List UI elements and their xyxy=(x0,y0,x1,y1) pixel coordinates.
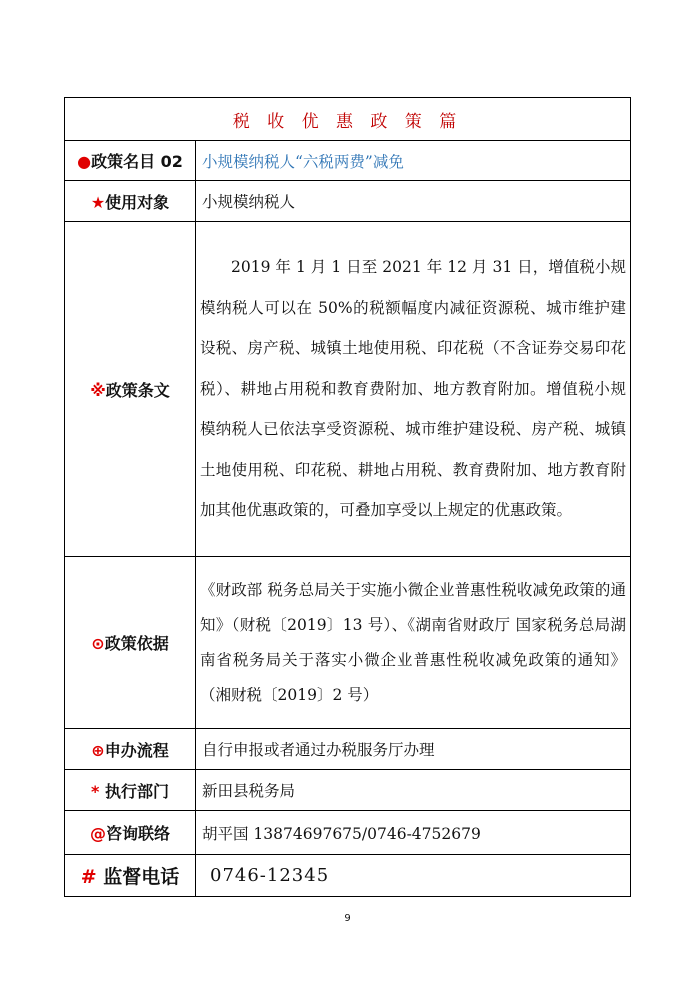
row-department xyxy=(65,770,631,811)
label-text: 政策名目 02 xyxy=(91,152,183,171)
label-department xyxy=(65,770,196,811)
row-hotline xyxy=(65,855,631,897)
label-policy-name xyxy=(65,141,196,181)
label-basis xyxy=(65,557,196,729)
row-target xyxy=(65,181,631,222)
label-text: 使用对象 xyxy=(105,192,170,212)
reference-mark-icon: ※ xyxy=(90,380,106,400)
circled-dot-icon: ⊙ xyxy=(91,634,105,653)
value-process: 自行申报或者通过办税服务厅办理 xyxy=(196,729,631,770)
value-policy-name: 小规模纳税人“六税两费”减免 xyxy=(196,141,631,181)
label-text: 政策条文 xyxy=(105,380,170,400)
label-text: 申办流程 xyxy=(104,740,169,760)
value-basis: 《财政部 税务总局关于实施小微企业普惠性税收减免政策的通知》（财税〔2019〕13 号）、《湖南省财政厅 国家税务总局湖南省税务局关于落实小微企业普惠性税收减免政策的通知》（湘财税〔2019〕2 号） xyxy=(196,557,631,729)
value-target: 小规模纳税人 xyxy=(196,181,631,222)
row-basis xyxy=(65,557,631,729)
label-text: 监督电话 xyxy=(96,866,180,888)
row-policy-name xyxy=(65,141,631,181)
policy-table xyxy=(64,97,631,897)
hash-icon: # xyxy=(80,866,97,888)
title-row xyxy=(65,98,631,141)
row-contact xyxy=(65,811,631,855)
at-sign-icon: @ xyxy=(89,824,106,843)
label-target xyxy=(65,181,196,222)
label-hotline xyxy=(65,855,196,897)
label-contact xyxy=(65,811,196,855)
star-icon: ★ xyxy=(90,192,106,212)
label-process xyxy=(65,729,196,770)
bullet-dot-icon: ● xyxy=(77,152,92,171)
label-clause xyxy=(65,222,196,557)
circled-plus-icon: ⊕ xyxy=(91,740,105,760)
value-hotline: 0746-12345 xyxy=(196,855,631,897)
value-clause: 2019 年 1 月 1 日至 2021 年 12 月 31 日，增值税小规模纳税人可以在 50%的税额幅度内减征资源税、城市维护建设税、房产税、城镇土地使用税、印花税（不含证券交易印花税）、耕地占用税和教育费附加、地方教育附加。增值税小规模纳税人已依法享受资源税、城市维护建设税、房产税、城镇土地使用税、印花税、耕地占用税、教育费附加、地方教育附加其他优惠政策的，可叠加享受以上规定的优惠政策。 xyxy=(196,222,631,557)
row-process xyxy=(65,729,631,770)
label-text: 政策依据 xyxy=(104,634,169,653)
value-contact: 胡平国 13874697675/0746-4752679 xyxy=(196,811,631,855)
asterisk-icon: * xyxy=(91,781,100,801)
value-department: 新田县税务局 xyxy=(196,770,631,811)
label-text: 咨询联络 xyxy=(105,824,170,843)
label-text: 执行部门 xyxy=(99,781,169,801)
page-number: 9 xyxy=(344,913,351,924)
row-clause xyxy=(65,222,631,557)
table-title: 税 收 优 惠 政 策 篇 xyxy=(65,98,631,141)
